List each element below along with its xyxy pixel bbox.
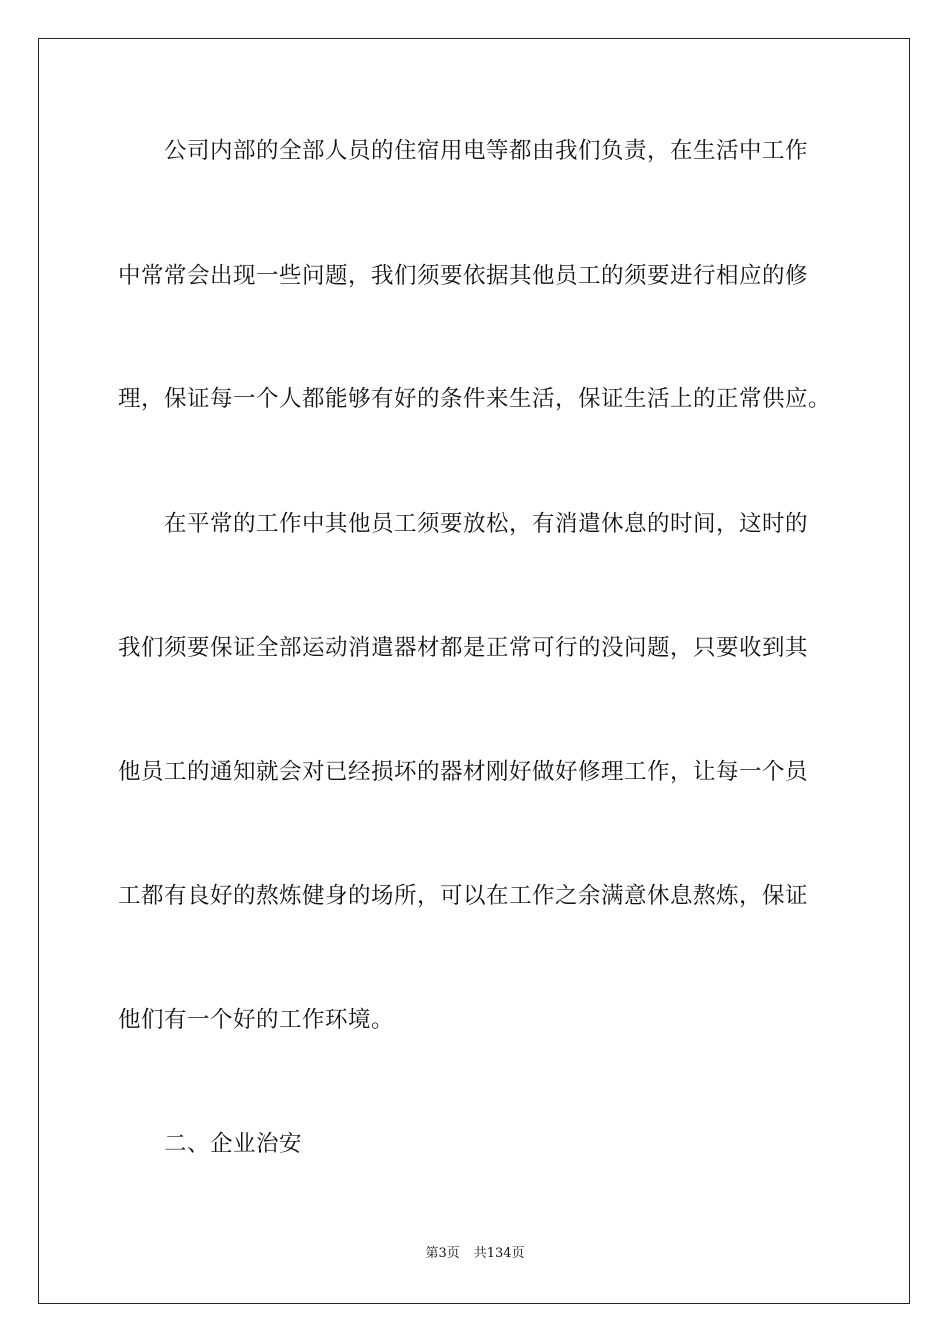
page-total: 共134页 — [473, 1246, 525, 1261]
page-number: 第3页 — [425, 1246, 460, 1261]
page-frame — [38, 38, 910, 1304]
paragraph-line: 理，保证每一个人都能够有好的条件来生活，保证生活上的正常供应。 — [118, 386, 832, 412]
paragraph-line: 公司内部的全部人员的住宿用电等都由我们负责，在生活中工作 — [164, 138, 809, 164]
page-footer — [0, 1246, 950, 1262]
section-heading: 二、企业治安 — [164, 1131, 303, 1157]
paragraph-line: 他们有一个好的工作环境。 — [118, 1007, 395, 1033]
paragraph-line: 中常常会出现一些问题，我们须要依据其他员工的须要进行相应的修 — [118, 263, 809, 289]
paragraph-line: 他员工的通知就会对已经损坏的器材刚好做好修理工作，让每一个员 — [118, 759, 809, 785]
paragraph-line: 我们须要保证全部运动消遣器材都是正常可行的没问题，只要收到其 — [118, 635, 809, 661]
paragraph-line: 工都有良好的熬炼健身的场所，可以在工作之余满意休息熬炼，保证 — [118, 883, 809, 909]
paragraph-line: 在平常的工作中其他员工须要放松，有消遣休息的时间，这时的 — [164, 511, 809, 537]
